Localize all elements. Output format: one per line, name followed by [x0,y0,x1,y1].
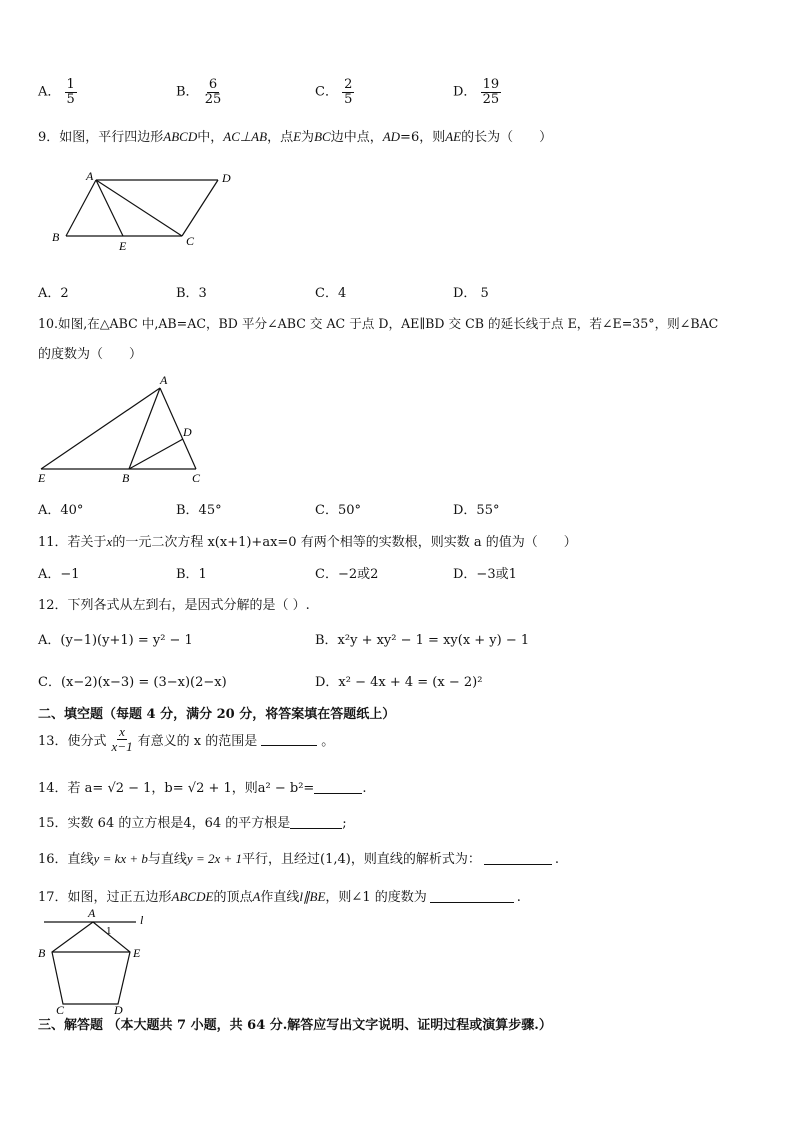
label-b: B [122,471,130,485]
q10-stem-line2: 的度数为（ ） [38,347,143,362]
label-a: A [160,373,168,387]
q10-option-b: B．45° [176,503,222,518]
text: 与直线 [147,852,187,867]
q10-stem-line1: 10.如图,在△ABC 中,AB=AC，BD 平分∠ABC 交 AC 于点 D，AE∥BD 交 CB 的延长线于点 E，若∠E=35°，则∠BAC [38,316,719,331]
q8-option-d [453,78,501,106]
q10-option-d: D．55° [453,503,500,518]
text: 17．如图，过正五边形 [38,890,172,905]
math: (1,4) [320,852,351,867]
fraction [65,78,77,106]
text: 边中点， [330,130,383,145]
text: 的长为（ ） [461,130,553,145]
label-d: D [114,1003,123,1017]
text: 14．若 a= √2 − 1，b= √2 + 1，则a² − b²= [38,781,315,796]
q12-option-a: A．(y−1)(y+1) = y² − 1 [38,633,193,648]
label-a: A [86,169,94,183]
option-label: C． [315,84,338,100]
text: . [362,781,367,796]
label-c: C [192,471,201,485]
text: 9．如图，平行四边形 [38,130,164,145]
option-label: D． [453,84,477,100]
text: 11．若关于 [38,535,107,550]
text: 13．使分式 [38,733,107,749]
q12-stem: 12．下列各式从左到右，是因式分解的是（ ）. [38,598,310,613]
fraction [203,78,224,106]
section-3-heading: 三、解答题 （本大题共 7 小题，共 64 分.解答应写出文字说明、证明过程或演算步骤.） [38,1018,552,1033]
denominator: 25 [482,91,500,107]
q9-option-a: A．2 [38,286,69,301]
denominator: 5 [344,91,353,107]
fraction [342,78,354,106]
text: =6，则 [400,130,446,145]
numerator: x [119,724,125,739]
answer-blank[interactable] [261,733,317,746]
math: x [106,534,113,549]
q17 [38,886,521,905]
answer-blank[interactable] [430,890,514,903]
q13 [38,725,334,753]
label-e: E [133,946,141,960]
math: A [252,889,261,904]
q10-option-a: A．40° [38,503,84,518]
answer-blank[interactable] [314,781,362,794]
q17-figure [38,906,158,1016]
q9-option-b: B．3 [176,286,207,301]
q9-option-c: C．4 [315,286,347,301]
label-e: E [119,239,127,253]
text: ，则∠1 的度数为 [325,890,427,905]
text: 平行，且经过 [242,852,321,867]
text: 中， [197,130,224,145]
label-l: l [140,913,144,927]
math: l∥BE [299,889,326,904]
text: . [554,852,560,867]
math: AD [382,129,401,144]
numerator: 6 [208,77,218,92]
text: ，点 [267,130,294,145]
text: 15．实数 64 的立方根是4，64 的平方根是 [38,816,291,831]
text: 作直线 [260,890,300,905]
math: E [293,129,302,144]
q8-option-c [315,78,354,106]
fraction [481,78,502,106]
label-c: C [186,234,195,248]
q11-option-c: C．−2或2 [315,567,379,582]
fraction [110,725,135,753]
q11-stem [38,531,577,550]
q16 [38,848,559,867]
q11-option-b: B．1 [176,567,207,582]
math: ABCD [163,129,198,144]
text: ，则直线的解析式为： [350,852,481,867]
label-c: C [56,1003,65,1017]
q9-stem [38,126,552,145]
numerator: 19 [482,77,500,92]
text: 的顶点 [213,890,253,905]
text: 为 [301,130,315,145]
math: AE [445,129,462,144]
text: . [516,890,521,905]
denominator: 5 [66,91,75,107]
section-2-heading: 二、填空题（每题 4 分，满分 20 分，将答案填在答题纸上） [38,707,396,722]
label-d: D [222,171,231,185]
q11-option-a: A．−1 [38,567,80,582]
math: AC⊥AB [223,129,268,144]
q12-option-d: D．x² − 4x + 4 = (x − 2)² [315,675,483,690]
label-d: D [183,425,192,439]
denominator: 25 [204,91,222,107]
option-label: B． [176,84,199,100]
math: BC [314,129,331,144]
answer-blank[interactable] [484,852,552,865]
text: ; [342,816,347,831]
q10-figure [38,374,208,486]
answer-blank[interactable] [290,816,342,829]
label-angle-1: 1 [106,925,112,937]
q9-option-d: D． 5 [453,286,489,301]
q8-option-a [38,78,77,106]
option-label: A． [38,84,61,100]
q14 [38,777,366,796]
q9-figure [50,168,250,258]
math: y = 2x + 1 [186,851,243,866]
text: 16．直线 [38,852,94,867]
label-e: E [38,471,46,485]
label-b: B [52,230,60,244]
label-a: A [88,906,96,920]
numerator: 2 [344,77,353,92]
denominator: x−1 [111,738,133,754]
q15 [38,812,347,831]
math: y = kx + b [93,851,148,866]
q10-option-c: C．50° [315,503,361,518]
text: 。 [321,733,335,749]
q8-option-b [176,78,223,106]
numerator: 1 [66,77,75,92]
math: ABCDE [171,889,214,904]
label-b: B [38,946,46,960]
text: 的一元二次方程 x(x+1)+ax=0 有两个相等的实数根，则实数 a 的值为（ ） [112,535,577,550]
text: 有意义的 x 的范围是 [137,733,258,749]
q11-option-d: D．−3或1 [453,567,517,582]
q12-option-b: B．x²y + xy² − 1 = xy(x + y) − 1 [315,633,530,648]
q12-option-c: C．(x−2)(x−3) = (3−x)(2−x) [38,675,227,690]
